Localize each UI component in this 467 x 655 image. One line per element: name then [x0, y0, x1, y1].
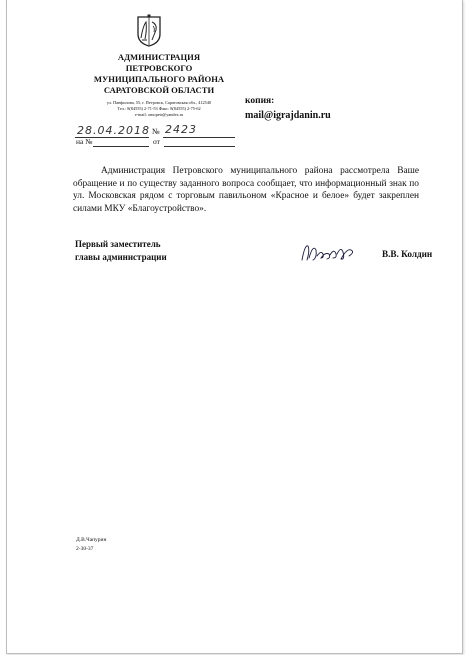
organization-name — [67, 52, 251, 96]
reference-date-line — [164, 146, 235, 147]
org-line: ПЕТРОВСКОГО — [125, 63, 193, 73]
executor-info — [76, 536, 106, 554]
executor-phone: 2-30-37 — [76, 546, 94, 552]
recipient-email: mail@igrajdanin.ru — [245, 110, 331, 121]
number-sign: № — [152, 127, 160, 136]
letter-body: Администрация Петровского муниципального района рассмотрела Ваше обращение и по существу заданного вопроса сообщает, что информационный знак по ул. Московская рядом с торговым павильоном «Красное и белое» будет закреплен силами МКУ «Благоустройство». — [73, 166, 419, 214]
handwritten-signature — [299, 240, 359, 266]
executor-name: Д.В.Чапурин — [76, 537, 107, 543]
org-line: АДМИНИСТРАЦИЯ — [117, 52, 201, 62]
copy-label: копия: — [245, 96, 275, 106]
position-line: главы администрации — [75, 251, 167, 262]
reference-date-label: от — [153, 137, 160, 146]
reference-number-label: на № — [76, 137, 93, 146]
signatory-position — [75, 238, 167, 263]
phone-fax-line: Тел.: 8(84555) 2-71-53 Факс: 8(84555) 2-75-62 — [117, 106, 201, 111]
address-line: ул. Панфилова, 55, г. Петровск, Саратовская обл., 412540 — [106, 100, 212, 105]
signatory-name: В.В. Колдин — [382, 249, 433, 259]
document-page — [6, 0, 463, 654]
registration-number: 2423 — [165, 123, 197, 136]
number-underline — [163, 137, 235, 138]
position-line: Первый заместитель — [75, 239, 161, 249]
registration-date: 28.04.2018 — [77, 124, 150, 137]
organization-address — [67, 100, 251, 118]
org-line: САРАТОВСКОЙ ОБЛАСТИ — [103, 85, 215, 95]
reference-number-line — [93, 146, 149, 147]
coat-of-arms-icon — [135, 14, 163, 48]
org-line: МУНИЦИПАЛЬНОГО РАЙОНА — [93, 74, 225, 84]
org-email-line: e-mail: omopetr@yandex.ru — [134, 112, 184, 117]
